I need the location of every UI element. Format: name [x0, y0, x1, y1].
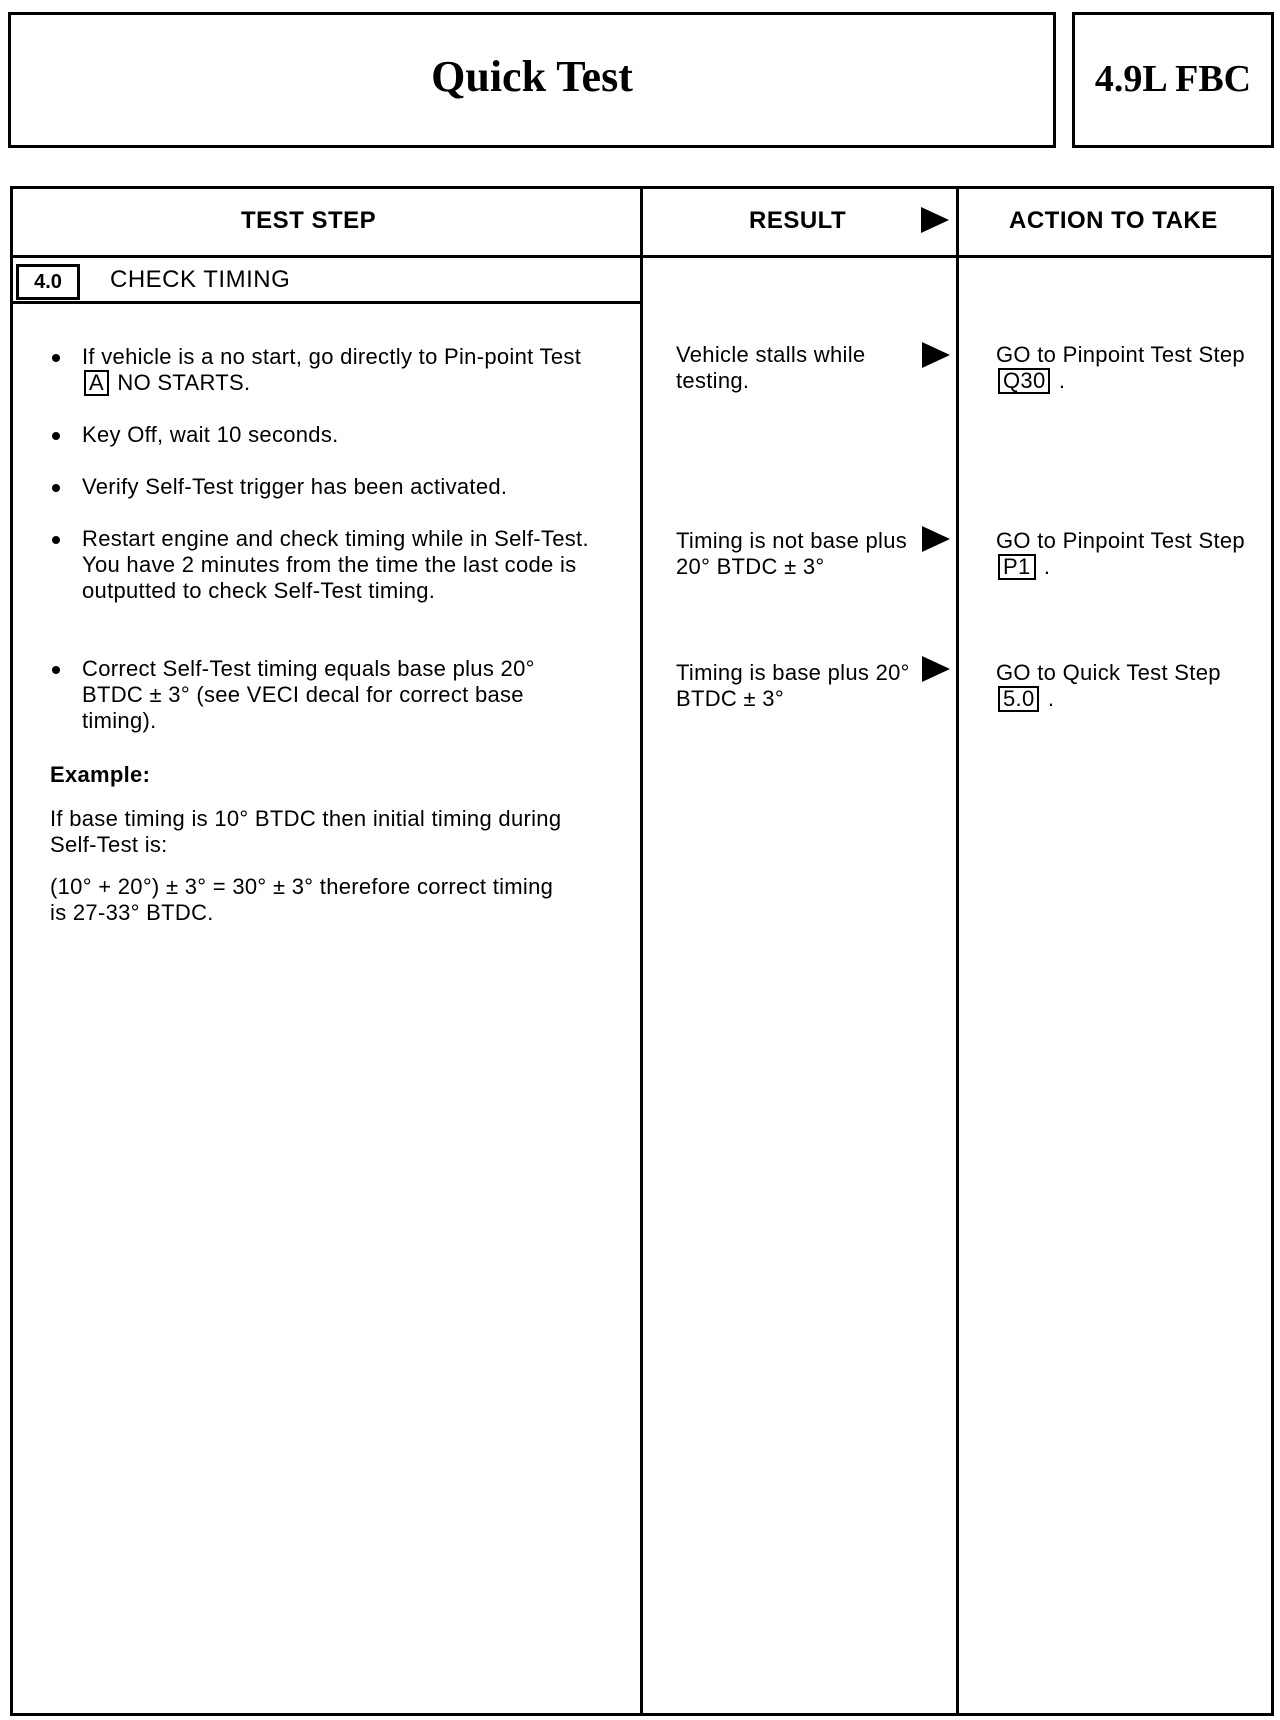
- step-number: 4.0: [16, 264, 80, 300]
- action-row-3-step-box: 5.0: [998, 686, 1039, 712]
- bullet-no-start: [56, 344, 596, 396]
- bullet-correct-timing: [56, 656, 596, 734]
- row-3-arrow-icon: [922, 656, 950, 682]
- column-header-test-step: TEST STEP: [241, 207, 377, 234]
- row-1-arrow-icon: [922, 342, 950, 368]
- step-title-divider: [13, 301, 643, 304]
- action-row-2-step-box: P1: [998, 554, 1036, 580]
- bullet-restart-engine-text: Restart engine and check timing while in Self-Test. You have 2 minutes from the time the last code is outputted to check Self-Test timing.: [82, 526, 589, 603]
- row-2-arrow-icon: [922, 526, 950, 552]
- bullet-no-start-text: If vehicle is a no start, go directly to Pin-point Test: [82, 344, 582, 369]
- bullet-verify-trigger: [56, 474, 596, 500]
- column-header-action: ACTION TO TAKE: [1009, 207, 1218, 234]
- result-row-2: Timing is not base plus 20° BTDC ± 3°: [676, 528, 908, 579]
- pinpoint-test-a-box: A: [84, 370, 109, 396]
- example-text: If base timing is 10° BTDC then initial timing during Self-Test is:: [50, 806, 562, 857]
- column-divider-2: [956, 189, 959, 1713]
- header-arrow-icon: [921, 207, 949, 233]
- bullet-key-off: [56, 422, 596, 448]
- engine-label: 4.9L FBC: [1094, 58, 1252, 100]
- result-row-1: Vehicle stalls while testing.: [676, 342, 866, 393]
- bullet-no-start-text-end: NO STARTS.: [117, 370, 251, 395]
- example-label: Example:: [50, 762, 151, 787]
- action-row-1: GO to Pinpoint Test StepQ30 .: [996, 342, 1245, 393]
- action-row-1-text: GO to Pinpoint Test Step: [996, 342, 1245, 367]
- bullet-correct-timing-text: Correct Self-Test timing equals base plus 20° BTDC ± 3° (see VECI decal for correct base timing).: [82, 656, 535, 733]
- column-divider-1: [640, 189, 643, 1713]
- action-row-2: GO to Pinpoint Test StepP1 .: [996, 528, 1245, 579]
- example-formula: (10° + 20°) ± 3° = 30° ± 3° therefore correct timing is 27-33° BTDC.: [50, 874, 554, 925]
- page-title: Quick Test: [431, 52, 633, 101]
- action-row-3: GO to Quick Test Step5.0 .: [996, 660, 1221, 711]
- bullet-verify-trigger-text: Verify Self-Test trigger has been activated.: [82, 474, 508, 499]
- column-header-result: RESULT: [749, 207, 847, 234]
- title-box: [8, 12, 1056, 148]
- engine-box: [1072, 12, 1274, 148]
- result-row-3: Timing is base plus 20° BTDC ± 3°: [676, 660, 910, 711]
- header-divider: [13, 255, 1271, 258]
- bullet-restart-engine: [56, 526, 596, 604]
- procedure-table: [10, 186, 1274, 1716]
- action-row-2-text: GO to Pinpoint Test Step: [996, 528, 1245, 553]
- bullet-key-off-text: Key Off, wait 10 seconds.: [82, 422, 339, 447]
- action-row-1-step-box: Q30: [998, 368, 1050, 394]
- step-title: CHECK TIMING: [110, 266, 291, 293]
- action-row-3-text: GO to Quick Test Step: [996, 660, 1221, 685]
